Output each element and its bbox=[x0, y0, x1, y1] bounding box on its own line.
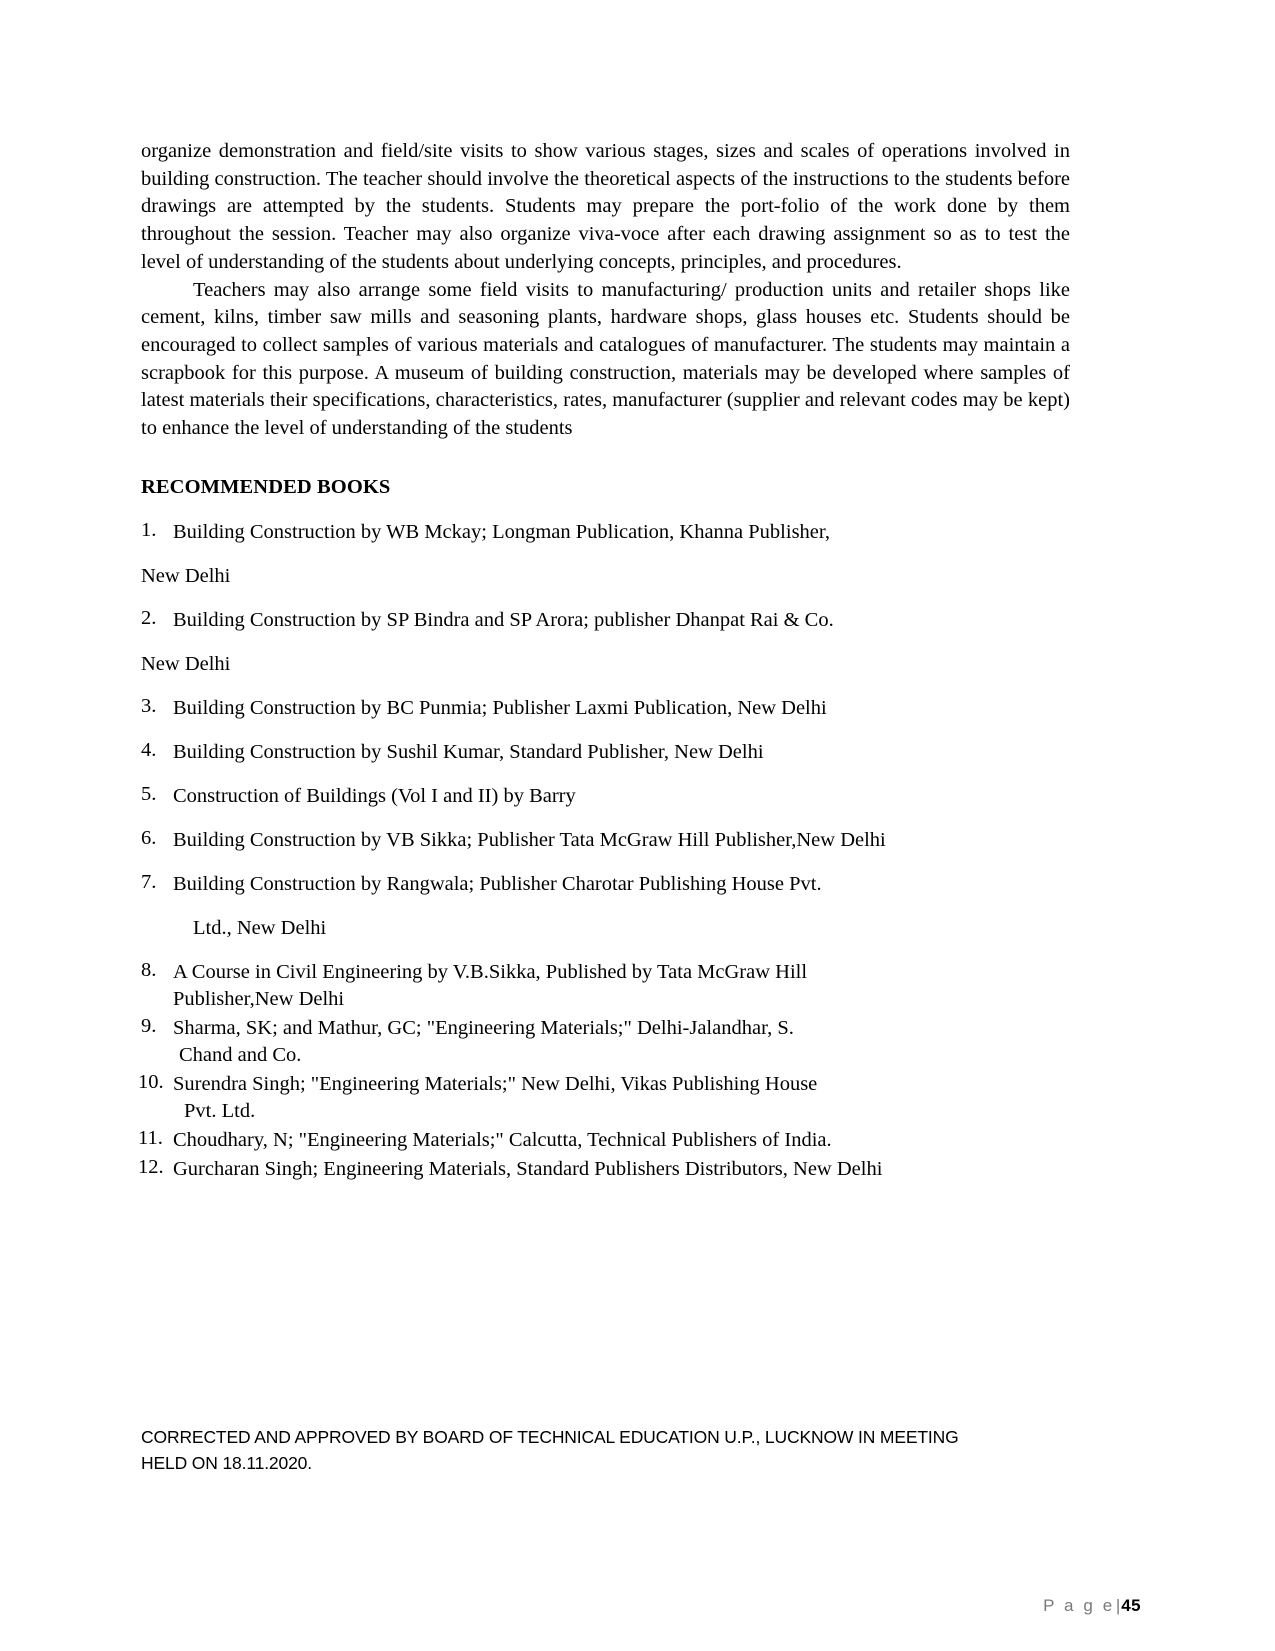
list-item-text: Building Construction by Rangwala; Publisher Charotar Publishing House Pvt. bbox=[173, 872, 822, 895]
list-item-text-cont: New Delhi bbox=[141, 652, 231, 675]
list-item bbox=[138, 1155, 1070, 1182]
list-item-number: 11. bbox=[138, 1126, 163, 1149]
list-item bbox=[141, 739, 1070, 765]
list-item-number: 12. bbox=[138, 1155, 164, 1178]
list-item-text: Building Construction by BC Punmia; Publisher Laxmi Publication, New Delhi bbox=[173, 696, 827, 719]
approval-note-line-1: CORRECTED AND APPROVED BY BOARD OF TECHNICAL EDUCATION U.P., LUCKNOW IN MEETING bbox=[141, 1427, 959, 1447]
list-item-number: 7. bbox=[141, 870, 157, 893]
page-title: RECOMMENDED BOOKS bbox=[141, 475, 391, 498]
page-number-value: 45 bbox=[1121, 1596, 1141, 1615]
list-item-text: Building Construction by VB Sikka; Publisher Tata McGraw Hill Publisher,New Delhi bbox=[173, 828, 886, 851]
list-item-text: Gurcharan Singh; Engineering Materials, Standard Publishers Distributors, New Delhi bbox=[173, 1157, 883, 1180]
list-item-text: Choudhary, N; "Engineering Materials;" Calcutta, Technical Publishers of India. bbox=[173, 1128, 832, 1151]
list-item-text: Building Construction by WB Mckay; Longman Publication, Khanna Publisher, bbox=[173, 520, 831, 543]
list-item bbox=[141, 695, 1070, 721]
list-item-text: Surendra Singh; "Engineering Materials;" New Delhi, Vikas Publishing House bbox=[173, 1072, 818, 1095]
recommended-books-list-part1 bbox=[141, 519, 1070, 1012]
list-item bbox=[141, 827, 1070, 853]
list-item-number: 4. bbox=[141, 738, 157, 761]
list-item-number: 3. bbox=[141, 694, 157, 717]
list-item bbox=[141, 1015, 1070, 1068]
list-item-text-cont: Publisher,New Delhi bbox=[173, 987, 345, 1010]
paragraph-1: organize demonstration and field/site visits to show various stages, sizes and scales of operations involved in building construction. The teacher should involve the theoretical aspects of the instructions to the students before drawings are attempted by the students. Students may prepare the port-folio of the work done by them throughout the session. Teacher may also organize viva-voce after each drawing assignment so as to test the level of understanding of the students about underlying concepts, principles, and procedures. bbox=[141, 140, 1070, 273]
page-label: P a g e bbox=[1043, 1596, 1115, 1615]
list-item-text: Construction of Buildings (Vol I and II) by Barry bbox=[173, 784, 576, 807]
list-item-text: A Course in Civil Engineering by V.B.Sikka, Published by Tata McGraw Hill bbox=[173, 960, 808, 983]
approval-note bbox=[141, 1424, 1081, 1476]
document-body bbox=[138, 138, 1070, 1182]
list-item bbox=[141, 959, 1070, 1012]
list-item bbox=[141, 519, 1070, 589]
list-item bbox=[141, 783, 1070, 809]
list-item-text-cont: Chand and Co. bbox=[179, 1043, 302, 1066]
approval-note-line-2: HELD ON 18.11.2020. bbox=[141, 1453, 312, 1473]
list-item-number: 2. bbox=[141, 606, 157, 629]
recommended-books-list-part2 bbox=[138, 1014, 1070, 1182]
list-item-number: 1. bbox=[141, 518, 157, 541]
list-item-number: 8. bbox=[141, 958, 157, 981]
list-item-number: 10. bbox=[138, 1070, 164, 1093]
list-item-text: Building Construction by Sushil Kumar, Standard Publisher, New Delhi bbox=[173, 740, 764, 763]
list-item-text: Sharma, SK; and Mathur, GC; "Engineering Materials;" Delhi-Jalandhar, S. bbox=[173, 1016, 794, 1039]
page-number-footer bbox=[1043, 1596, 1141, 1616]
list-item bbox=[138, 1070, 1070, 1124]
list-item bbox=[141, 607, 1070, 677]
list-item bbox=[138, 1126, 1070, 1153]
list-item-text-cont: Pvt. Ltd. bbox=[184, 1099, 256, 1122]
list-item bbox=[141, 871, 1070, 941]
list-item-number: 6. bbox=[141, 826, 157, 849]
list-item-text-cont: New Delhi bbox=[141, 564, 231, 587]
list-item-text-cont: Ltd., New Delhi bbox=[193, 916, 327, 939]
list-item-text: Building Construction by SP Bindra and SP Arora; publisher Dhanpat Rai & Co. bbox=[173, 608, 834, 631]
list-item-number: 9. bbox=[141, 1014, 157, 1037]
paragraph-2: Teachers may also arrange some field visits to manufacturing/ production units and retailer shops like cement, kilns, timber saw mills and seasoning plants, hardware shops, glass houses etc. Students should be encouraged to collect samples of various materials and catalogues of manufacturer. The students may maintain a scrapbook for this purpose. A museum of building construction, materials may be developed where samples of latest materials their specifications, characteristics, rates, manufacturer (supplier and relevant codes may be kept) to enhance the level of understanding of the students bbox=[141, 278, 1070, 440]
list-item-number: 5. bbox=[141, 782, 157, 805]
page-separator: | bbox=[1115, 1596, 1121, 1615]
